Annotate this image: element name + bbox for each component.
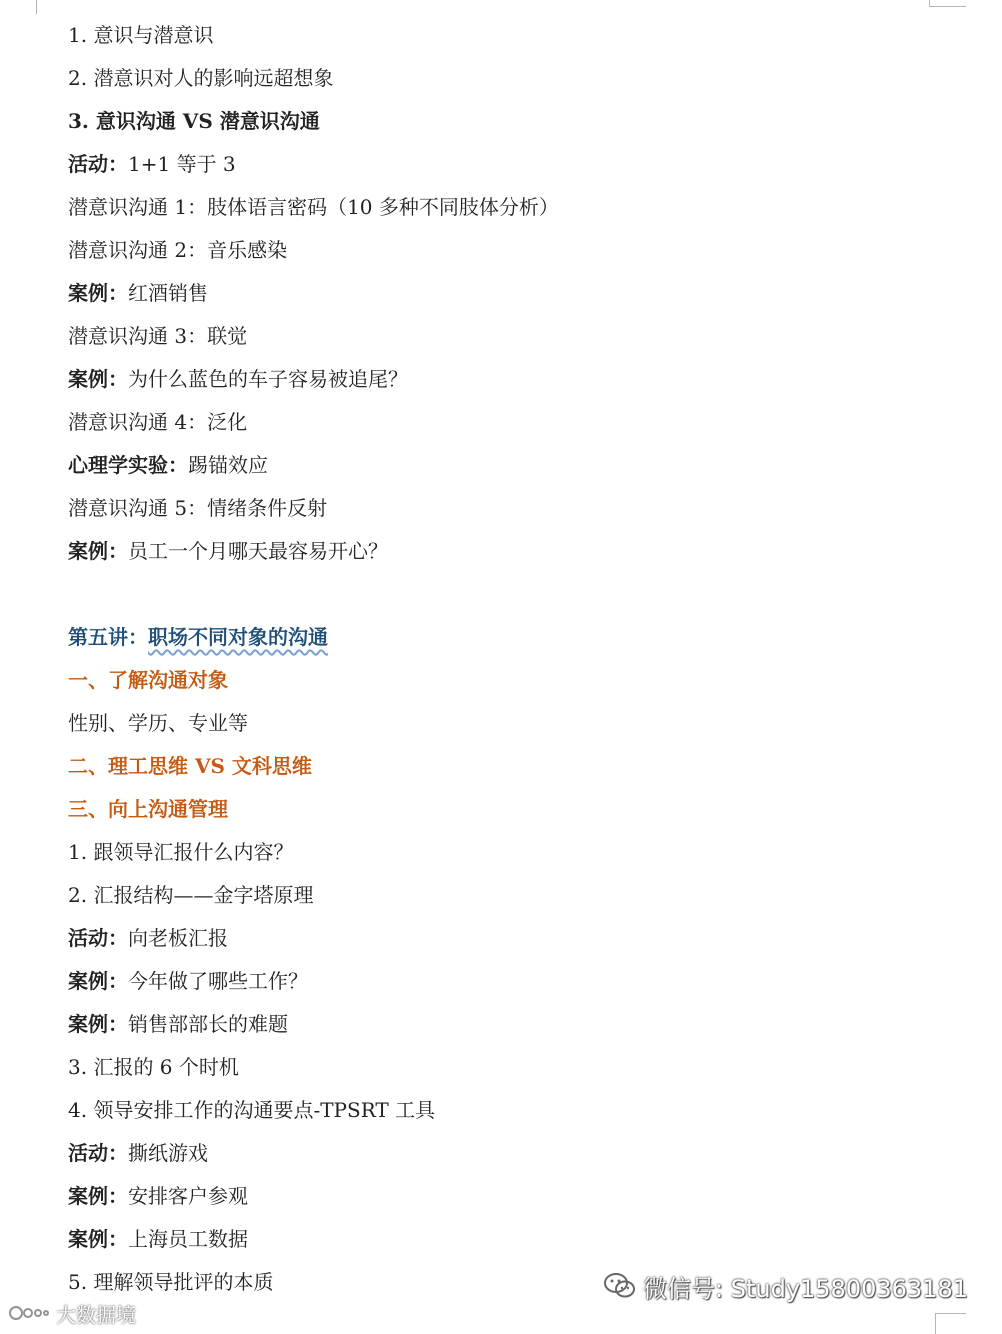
list-item: 潜意识沟通 4：泛化 bbox=[68, 410, 248, 434]
list-item: 案例：上海员工数据 bbox=[68, 1227, 248, 1251]
section-heading bbox=[68, 622, 328, 652]
list-item: 2. 汇报结构——金字塔原理 bbox=[68, 883, 314, 907]
list-item: 潜意识沟通 5：情绪条件反射 bbox=[68, 496, 328, 520]
list-item: 潜意识沟通 3：联觉 bbox=[68, 324, 248, 348]
wechat-icon bbox=[603, 1272, 637, 1300]
logo-icon bbox=[8, 1302, 54, 1324]
list-item: 1. 意识与潜意识 bbox=[68, 23, 214, 47]
list-item: 5. 理解领导批评的本质 bbox=[68, 1270, 274, 1294]
section-title: 职场不同对象的沟通 bbox=[148, 625, 328, 649]
crop-mark-top-right bbox=[929, 0, 966, 7]
list-item: 案例：为什么蓝色的车子容易被追尾？ bbox=[68, 367, 408, 391]
wechat-id-text: 微信号: Study15800363181 bbox=[643, 1274, 968, 1303]
list-item: 2. 潜意识对人的影响远超想象 bbox=[68, 66, 334, 90]
subheading: 一、了解沟通对象 bbox=[68, 668, 228, 692]
list-item: 心理学实验：踢锚效应 bbox=[68, 453, 268, 477]
list-item: 案例：员工一个月哪天最容易开心？ bbox=[68, 539, 388, 563]
list-item: 活动：撕纸游戏 bbox=[68, 1141, 208, 1165]
list-item: 潜意识沟通 1：肢体语言密码（10 多种不同肢体分析） bbox=[68, 195, 559, 219]
list-item: 活动：向老板汇报 bbox=[68, 926, 228, 950]
list-item: 活动：1+1 等于 3 bbox=[68, 152, 236, 176]
list-item: 案例：今年做了哪些工作？ bbox=[68, 969, 308, 993]
list-item: 性别、学历、专业等 bbox=[68, 711, 248, 735]
list-item: 案例：销售部部长的难题 bbox=[68, 1012, 288, 1036]
list-item: 案例：红酒销售 bbox=[68, 281, 208, 305]
list-item: 1. 跟领导汇报什么内容？ bbox=[68, 840, 294, 864]
list-item: 3. 意识沟通 VS 潜意识沟通 bbox=[68, 109, 320, 133]
list-item: 潜意识沟通 2：音乐感染 bbox=[68, 238, 288, 262]
list-item: 3. 汇报的 6 个时机 bbox=[68, 1055, 239, 1079]
subheading: 三、向上沟通管理 bbox=[68, 797, 228, 821]
list-item: 4. 领导安排工作的沟通要点-TPSRT 工具 bbox=[68, 1098, 436, 1122]
list-item: 案例：安排客户参观 bbox=[68, 1184, 248, 1208]
section-prefix: 第五讲： bbox=[68, 625, 148, 649]
subheading: 二、理工思维 VS 文科思维 bbox=[68, 754, 312, 778]
crop-mark-top-left bbox=[0, 0, 37, 14]
logo-text: 大数据境 bbox=[56, 1302, 136, 1327]
wechat-watermark bbox=[603, 1268, 968, 1304]
crop-mark-bottom-right bbox=[935, 1313, 966, 1334]
logo-watermark bbox=[8, 1298, 136, 1328]
